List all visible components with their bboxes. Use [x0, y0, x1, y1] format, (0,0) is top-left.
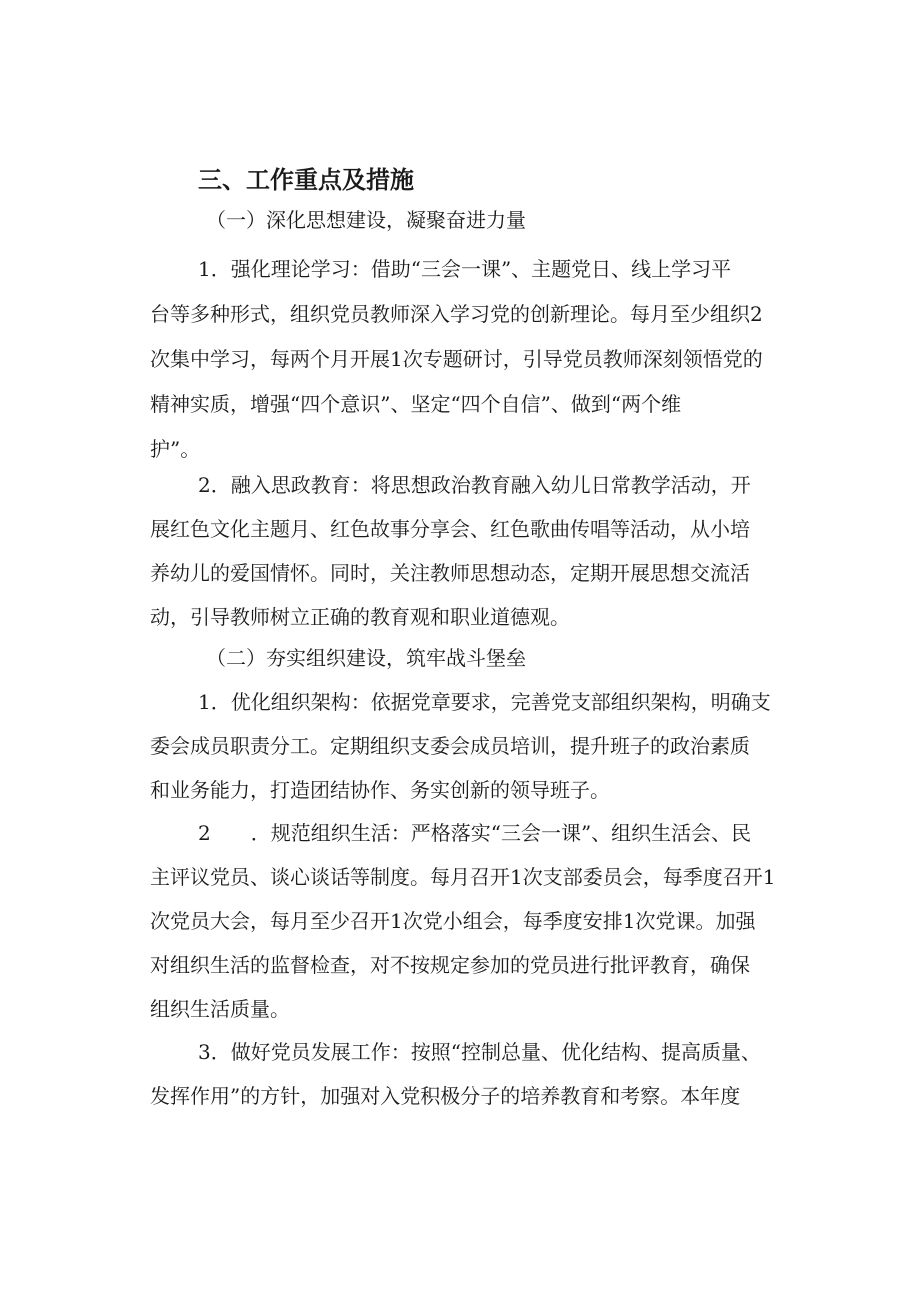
section-heading: 三、工作重点及措施 [198, 166, 414, 194]
paragraph-line: 2．融入思政教育：将思想政治教育融入幼儿日常教学活动，开 [198, 473, 751, 497]
paragraph-line: 精神实质，增强“四个意识”、坚定“四个自信”、做到“两个维 [150, 392, 682, 416]
paragraph-line: 动，引导教师树立正确的教育观和职业道德观。 [150, 605, 570, 629]
paragraph-line: 2 ．规范组织生活：严格落实“三会一课”、组织生活会、民 [198, 821, 752, 845]
paragraph-line: 和业务能力，打造团结协作、务实创新的领导班子。 [150, 778, 610, 802]
paragraph-line: 养幼儿的爱国情怀。同时，关注教师思想动态，定期开展思想交流活 [150, 561, 750, 585]
paragraph-line: 次党员大会，每月至少召开1次党小组会，每季度安排1次党课。加强 [150, 909, 756, 933]
subsection-heading-1: （一）深化思想建设，凝聚奋进力量 [206, 208, 526, 232]
paragraph-line: 委会成员职责分工。定期组织支委会成员培训，提升班子的政治素质 [150, 734, 750, 758]
paragraph-line: 组织生活质量。 [150, 997, 290, 1021]
paragraph-line: 对组织生活的监督检查，对不按规定参加的党员进行批评教育，确保 [150, 953, 750, 977]
subsection-heading-2: （二）夯实组织建设，筑牢战斗堡垒 [206, 646, 526, 670]
paragraph-line: 台等多种形式，组织党员教师深入学习党的创新理论。每月至少组织2 [150, 302, 763, 326]
paragraph-line: 展红色文化主题月、红色故事分享会、红色歌曲传唱等活动，从小培 [150, 517, 750, 541]
paragraph-line: 护”。 [150, 437, 201, 461]
paragraph-line: 1．优化组织架构：依据党章要求，完善党支部组织架构，明确支 [198, 690, 771, 714]
paragraph-line: 发挥作用”的方针，加强对入党积极分子的培养教育和考察。本年度 [150, 1084, 741, 1108]
paragraph-line: 1．强化理论学习：借助“三会一课”、主题党日、线上学习平 [198, 257, 732, 281]
paragraph-line: 3．做好党员发展工作：按照“控制总量、优化结构、提高质量、 [198, 1040, 761, 1064]
paragraph-line: 主评议党员、谈心谈话等制度。每月召开1次支部委员会，每季度召开1 [150, 865, 776, 889]
paragraph-line: 次集中学习，每两个月开展1次专题研讨，引导党员教师深刻领悟党的 [150, 347, 763, 371]
